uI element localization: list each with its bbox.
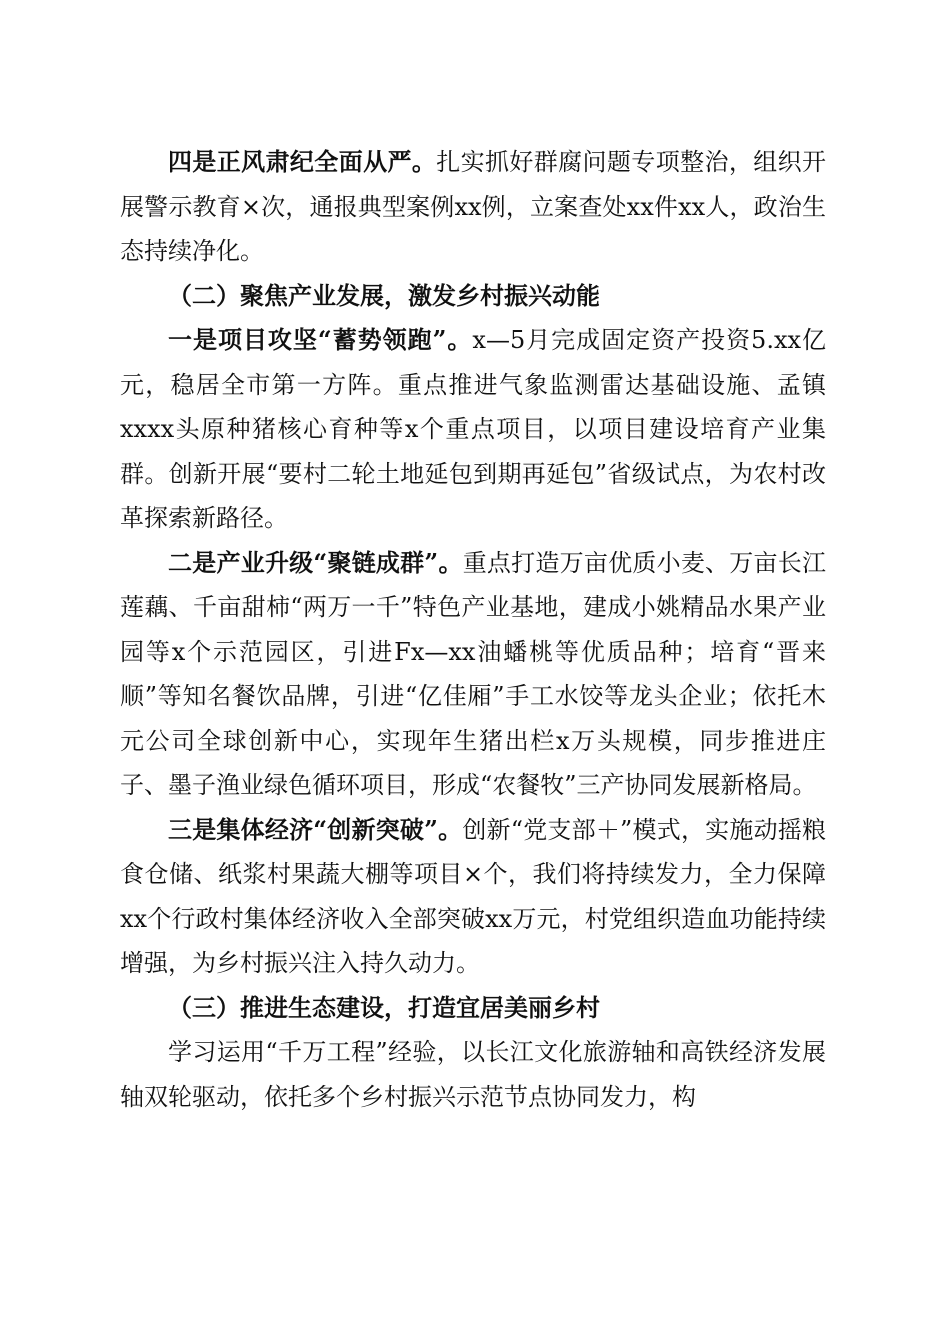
paragraph-text: 扎实抓好群腐问题专项整治，组织开展警示教育×次，通报典型案例xx例，立案查处xx件xx人，政治生态持续净化。 <box>120 148 827 265</box>
paragraph-text: 重点打造万亩优质小麦、万亩长江莲藕、千亩甜柿“两万一千”特色产业基地，建成小姚精品水果产业园等x个示范园区，引进Fx—xx油蟠桃等优质品种；培育“晋来顺”等知名餐饮品牌，引进“亿佳厢”手工水饺等龙头企业；依托木元公司全球创新中心，实现年生猪出栏x万头规模，同步推进庄子、墨子渔业绿色循环项目，形成“农餐牧”三产协同发展新格局。 <box>120 548 827 799</box>
paragraph-lead: 二是产业升级“聚链成群”。 <box>168 547 463 577</box>
paragraph-industry-upgrade <box>120 541 826 808</box>
paragraph-text: 学习运用“千万工程”经验，以长江文化旅游轴和高铁经济发展轴双轮驱动，依托多个乡村振兴示范节点协同发力，构 <box>120 1038 826 1111</box>
paragraph-ecology <box>120 1030 826 1119</box>
paragraph-projects <box>120 318 826 541</box>
paragraph-lead: 四是正风肃纪全面从严。 <box>168 147 437 176</box>
section-heading-ecology: （三）推进生态建设，打造宜居美丽乡村 <box>168 992 600 1022</box>
paragraph-text: 创新“党支部＋”模式，实施动摇粮食仓储、纸浆村果蔬大棚等项目×个，我们将持续发力，全力保障xx个行政村集体经济收入全部突破xx万元，村党组织造血功能持续增强，为乡村振兴注入持久动力。 <box>120 815 826 977</box>
section-heading-industry: （二）聚焦产业发展，激发乡村振兴动能 <box>168 280 600 310</box>
document-body <box>120 140 826 1119</box>
paragraph-lead: 三是集体经济“创新突破”。 <box>168 814 463 844</box>
paragraph-discipline <box>120 140 826 274</box>
paragraph-text: x—5月完成固定资产投资5.xx亿元，稳居全市第一方阵。重点推进气象监测雷达基础设施、孟镇xxxx头原种猪核心育种等x个重点项目，以项目建设培育产业集群。创新开展“要村二轮土地延包到期再延包”省级试点，为农村改革探索新路径。 <box>120 326 826 532</box>
paragraph-collective-economy <box>120 808 826 986</box>
paragraph-lead: 一是项目攻坚“蓄势领跑”。 <box>168 325 473 354</box>
